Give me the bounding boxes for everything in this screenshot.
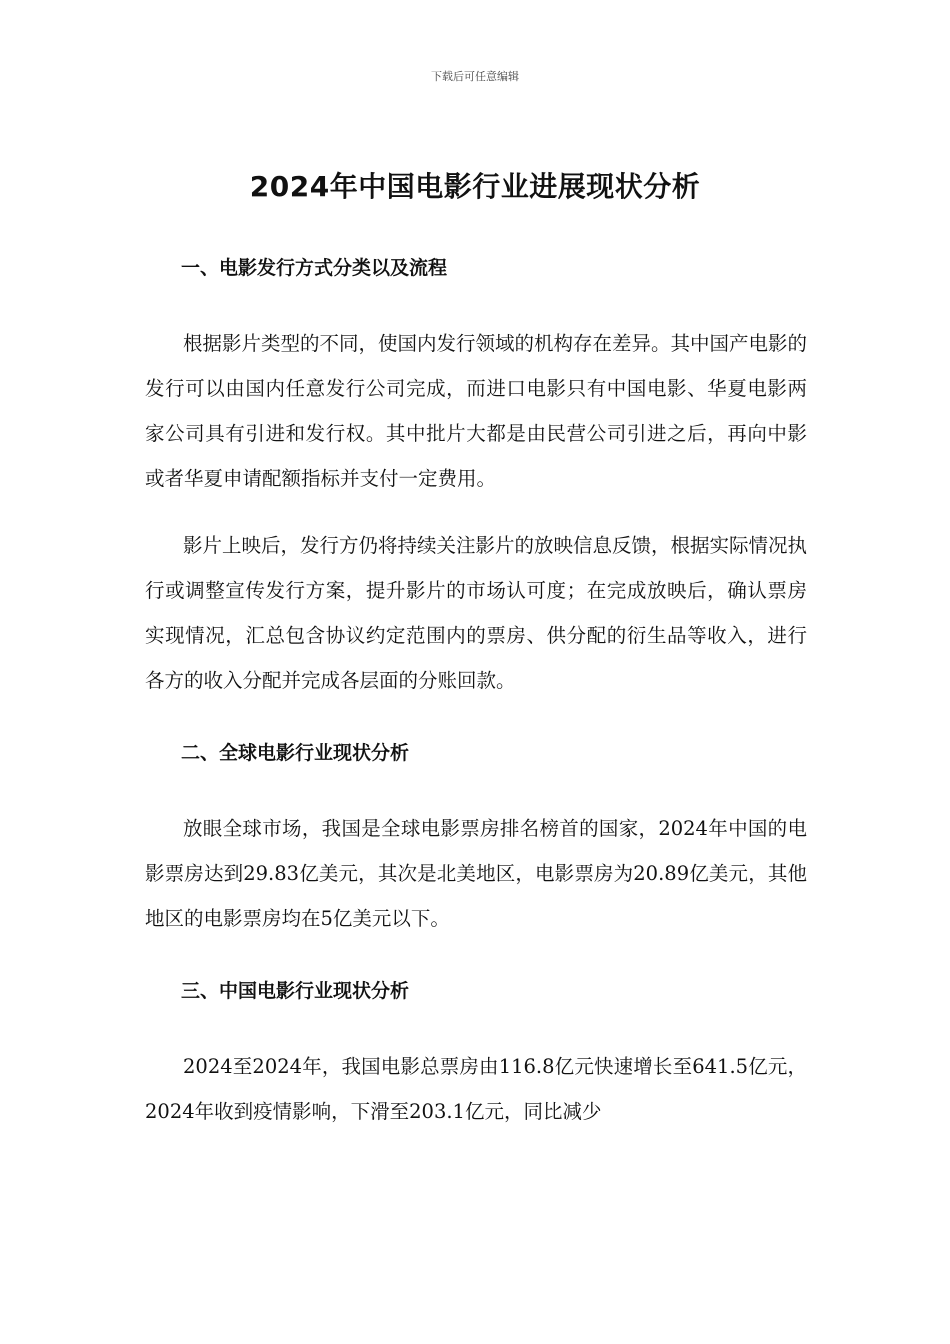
paragraph: 2024至2024年，我国电影总票房由116.8亿元快速增长至641.5亿元，2024年收到疫情影响，下滑至203.1亿元，同比减少 bbox=[145, 1055, 807, 1123]
section-2 bbox=[145, 733, 807, 971]
document-title: 2024年中国电影行业进展现状分析 bbox=[249, 170, 701, 203]
paragraph: 影片上映后，发行方仍将持续关注影片的放映信息反馈，根据实际情况执行或调整宣传发行方案，提升影片的市场认可度；在完成放映后，确认票房实现情况，汇总包含协议约定范围内的票房、供分配的衍生品等收入，进行各方的收入分配并完成各层面的分账回款。 bbox=[145, 534, 808, 692]
header-note: 下载后可任意编辑 bbox=[431, 70, 519, 83]
paragraph: 根据影片类型的不同，使国内发行领域的机构存在差异。其中国产电影的发行可以由国内任意发行公司完成，而进口电影只有中国电影、华夏电影两家公司具有引进和发行权。其中批片大都是由民营公司引进之后，再向中影或者华夏申请配额指标并支付一定费用。 bbox=[145, 332, 808, 490]
section-heading: 三、中国电影行业现状分析 bbox=[181, 980, 410, 1002]
section-3 bbox=[145, 971, 807, 1134]
section-heading: 一、电影发行方式分类以及流程 bbox=[181, 257, 448, 279]
paragraph: 放眼全球市场，我国是全球电影票房排名榜首的国家，2024年中国的电影票房达到29.83亿美元，其次是北美地区，电影票房为20.89亿美元，其他地区的电影票房均在5亿美元以下。 bbox=[145, 817, 807, 930]
section-1 bbox=[145, 248, 807, 733]
section-heading: 二、全球电影行业现状分析 bbox=[181, 742, 410, 764]
document-body bbox=[145, 248, 807, 1134]
